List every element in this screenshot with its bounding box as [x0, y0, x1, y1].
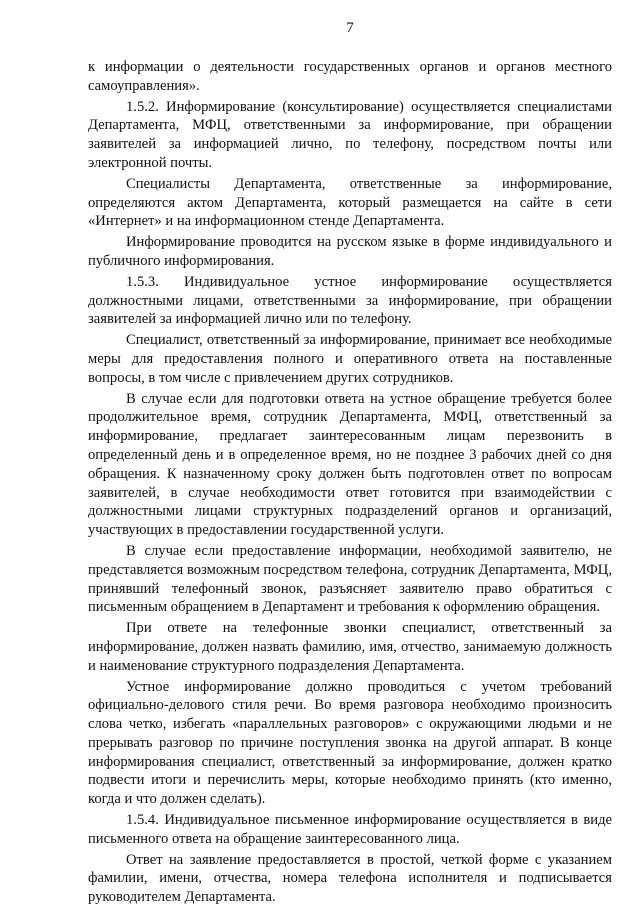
- paragraph: При ответе на телефонные звонки специалист, ответственный за информирование, должен назвать фамилию, имя, отчество, занимаемую должность и наименование структурного подразделения Департамента.: [88, 620, 612, 674]
- paragraph: В случае если для подготовки ответа на устное обращение требуется более продолжительное время, сотрудник Департамента, МФЦ, ответственный за информирование, предлагает заинтересованным лицам перезвонить в определенный день и в определенное время, но не позднее 3 рабочих дней со дня обращения. К назначенному сроку должен быть подготовлен ответ по вопросам заявителей, в случае необходимости ответ готовится при взаимодействии с должностными лицами структурных подразделений органов и организаций, участвующих в предоставлении государственной услуги.: [88, 390, 612, 539]
- page-number: 7: [346, 20, 354, 36]
- paragraph: к информации о деятельности государственных органов и органов местного самоуправления».: [88, 59, 612, 94]
- paragraph: Специалист, ответственный за информирование, принимает все необходимые меры для предоставления полного и оперативного ответа на поставленные вопросы, в том числе с привлечением других сотрудников.: [88, 332, 612, 386]
- paragraph: 1.5.4. Индивидуальное письменное информирование осуществляется в виде письменного ответа на обращение заинтересованного лица.: [88, 812, 612, 847]
- paragraph: Устное информирование должно проводиться с учетом требований официально-делового стиля речи. Во время разговора необходимо произносить слова четко, избегать «параллельных разговоров» с окружающими людьми и не прерывать разговор по причине поступления звонка на другой аппарат. В конце информирования специалист, ответственный за информирование, должен кратко подвести итоги и перечислить меры, которые необходимо принять (кто именно, когда и что должен сделать).: [88, 678, 612, 808]
- paragraph: Специалисты Департамента, ответственные за информирование, определяются актом Департамента, который размещается на сайте в сети «Интернет» и на информационном стенде Департамента.: [88, 175, 612, 230]
- document-body: [88, 58, 612, 907]
- paragraph: Информирование проводится на русском языке в форме индивидуального и публичного информирования.: [88, 234, 612, 269]
- paragraph: Ответ на заявление предоставляется в простой, четкой форме с указанием фамилии, имени, отчества, номера телефона исполнителя и подписывается руководителем Департамента.: [88, 851, 612, 906]
- paragraph: 1.5.3. Индивидуальное устное информирование осуществляется должностными лицами, ответственными за информирование, при обращении заявителей за информацией лично или по телефону.: [88, 273, 612, 328]
- paragraph: 1.5.2. Информирование (консультирование) осуществляется специалистами Департамента, МФЦ, ответственными за информирование, при обращении заявителей за информацией лично, по телефону, посредством почты или электронной почты.: [88, 98, 612, 171]
- paragraph: В случае если предоставление информации, необходимой заявителю, не представляется возможным посредством телефона, сотрудник Департамента, МФЦ, принявший телефонный звонок, разъясняет заявителю право обратиться с письменным обращением в Департамент и требования к оформлению обращения.: [88, 542, 612, 616]
